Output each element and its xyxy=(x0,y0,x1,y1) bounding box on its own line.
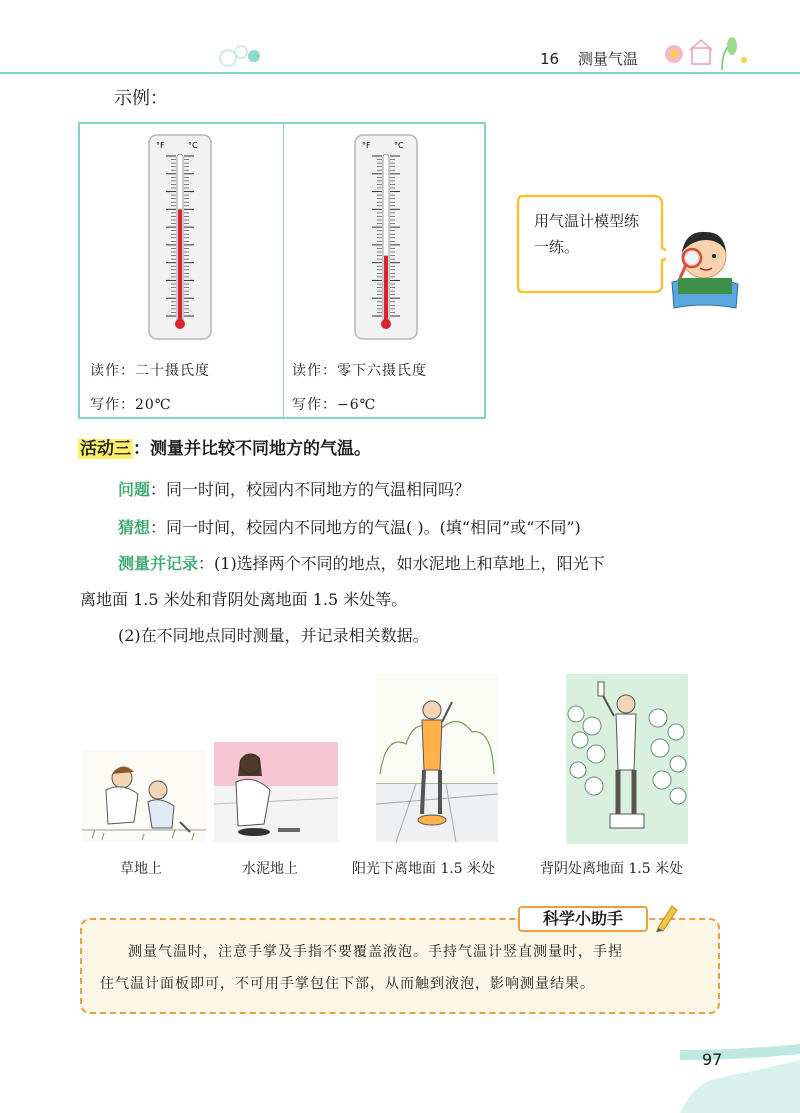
unit-c-label: °C xyxy=(394,141,404,150)
science-helper-title xyxy=(518,906,648,932)
helper-line-1: 测量气温时，注意手掌及手指不要覆盖液泡。手持气温计竖直测量时，手捏 xyxy=(128,944,623,960)
record-text-2: (2)在不同地点同时测量，并记录相关数据。 xyxy=(118,626,429,645)
activity-label: 活动三 xyxy=(80,439,131,459)
page-number: 97 xyxy=(702,1050,723,1069)
caption-grass: 草地上 xyxy=(120,861,162,877)
record-label: 测量并记录 xyxy=(118,554,199,573)
child-with-magnifier-icon xyxy=(664,222,750,318)
speech-text: 用气温计模型练一练。 xyxy=(534,212,640,256)
box-divider xyxy=(283,124,284,417)
chapter-title: 测量气温 xyxy=(577,50,638,68)
flower-decoration-icon xyxy=(660,30,750,74)
right-read-text: 读作：零下六摄氏度 xyxy=(292,363,427,379)
thermometer-bulb xyxy=(381,319,391,329)
record-text-1b: 离地面 1.5 米处和背阴处离地面 1.5 米处等。 xyxy=(80,590,408,609)
guess-label: 猜想 xyxy=(118,518,151,537)
unit-c-label: °C xyxy=(188,141,198,150)
caption-sun: 阳光下离地面 1.5 米处 xyxy=(352,861,496,877)
example-label: 示例： xyxy=(114,88,168,109)
thermometer-left xyxy=(148,134,212,340)
activity-heading xyxy=(78,434,371,459)
unit-f-label: °F xyxy=(156,141,165,150)
helper-title-text: 科学小助手 xyxy=(542,909,623,928)
chapter-number: 16 xyxy=(540,50,560,68)
science-helper-box xyxy=(80,918,720,1014)
record-text-1a: ：(1)选择两个不同的地点，如水泥地上和草地上，阳光下 xyxy=(198,554,605,573)
question-text: ：同一时间，校园内不同地方的气温相同吗？ xyxy=(150,480,471,499)
sun-measurement-illustration xyxy=(376,674,498,842)
grass-measurement-illustration xyxy=(82,750,206,842)
unit-f-label: °F xyxy=(362,141,371,150)
guess-text: ：同一时间，校园内不同地方的气温( )。(填“相同”或“不同”) xyxy=(150,518,581,537)
mercury-column xyxy=(178,209,182,324)
pencil-icon xyxy=(652,902,680,932)
record-line-1 xyxy=(118,554,605,574)
mercury-column xyxy=(384,256,388,324)
chapter-header xyxy=(540,48,638,69)
shade-measurement-illustration xyxy=(566,674,688,844)
caption-cement: 水泥地上 xyxy=(242,861,298,877)
thermometer-bulb xyxy=(175,319,185,329)
question-line xyxy=(118,480,470,500)
guess-line xyxy=(118,518,581,538)
left-write-text: 写作：20℃ xyxy=(90,397,172,413)
left-read-text: 读作：二十摄氏度 xyxy=(90,363,210,379)
activity-title: ：测量并比较不同地方的气温。 xyxy=(133,439,371,459)
caption-shade: 背阴处离地面 1.5 米处 xyxy=(540,861,684,877)
thermometer-right xyxy=(354,134,418,340)
bubble-decoration-icon xyxy=(208,38,268,74)
cement-measurement-illustration xyxy=(214,742,338,842)
right-write-text: 写作：−6℃ xyxy=(292,397,377,413)
question-label: 问题 xyxy=(118,480,151,499)
helper-line-2: 住气温计面板即可，不可用手掌包住下部，从而触到液泡，影响测量结果。 xyxy=(100,976,595,992)
